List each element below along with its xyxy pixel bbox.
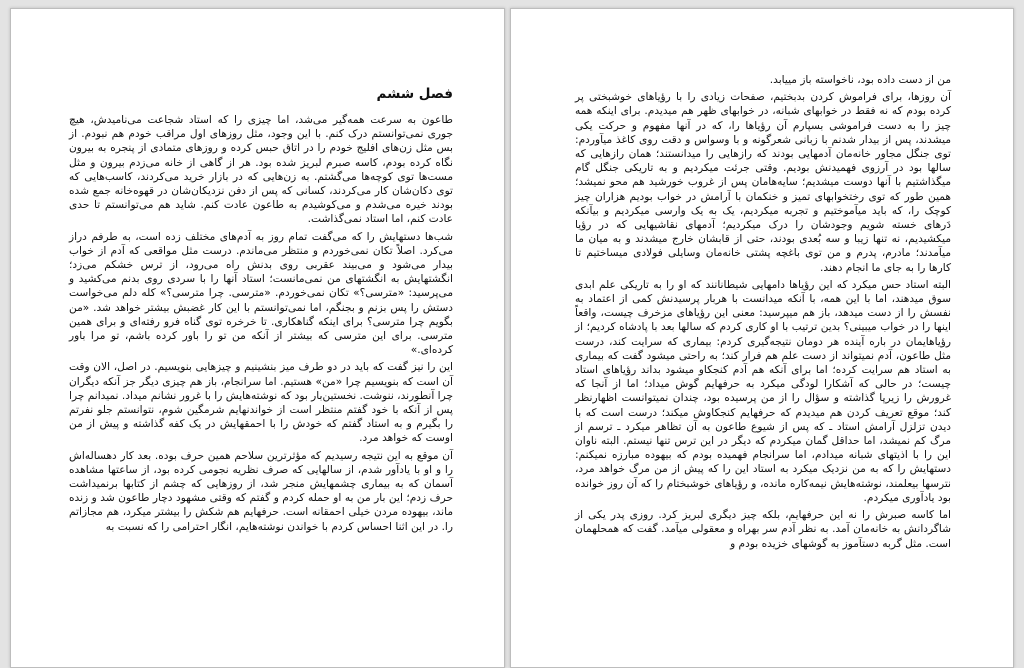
paragraph: البته استاد حس میکرد که این رؤیاها دامهایی شیطانانند که او را به تاریکی علم ابدی سوق میدهند، اما با این همه، با آنکه میدانست با هربار پرسیدنش کمی از اعتماد به نفسش را از دست میدهد، باز هم میپرسید: معنی این رؤیاهای مزخرف چیست، واقعاً اینها را در خواب میبینی؟ بدین ترتیب با او کاری کردم که سالها بعد با پادشاه کردیم؛ از رؤیاهایمان در باره آینده هر دومان نتیجه‌گیری کردم: بیماری که سرایت کند، درست مثل طاعون، آدم نمیتواند از دست علم هم فرار کند؛ به راحتی میشود گفت که بیماری به استاد هم سرایت کرده؛ اما برای آنکه هم آدم کنجکاو میشود بداند رؤیاهای استاد چیست؛ در حالی که آشکارا لودگی میکرد به حرفهایم گوش میداد؛ اما از آنجا که غرورش را زیرپا گذاشته و سؤال را از من پرسیده بود، چندان نمیتوانست اظهارنظر کند؛ موقع تعریف کردن هم میدیدم که حرفهایم کنجکاوش میکند؛ درست است که با دیدن تزلزل آرامش استاد ـ که پس از شیوع طاعون به آن تظاهر میکرد ـ ترسم از مرگ کم نمیشد، اما حداقل گمان میکردم که دیگر در این ترس تنها نیستم. البته ناوان این را با اذیتهای شبانه میدادم، اما سرانجام فهمیده بودم که بیهوده مبارزه نمیکنم: دستهایش را که به من نزدیک میکرد به استاد این را که پیش از من مرگ خواهد مرد، نترسها بیعلمند، نوشته‌هایش نیمه‌کاره مانده، و رؤیاهای خوشبختام را که آن روز خوانده بود یادآوری میکردم.	[575, 278, 951, 504]
paragraph: طاعون به سرعت همه‌گیر می‌شد، اما چیزی را که استاد شجاعت می‌نامیدش، هیچ جوری نمی‌توانستم درک کنم. با این وجود، مثل روزهای اول مراقب خودم هم نبودم. از بس مثل زن‌های افلیج خودم را در اتاق حبس کرده و روزهای متمادی از پنجره به بیرون نگاه کرده بودم، کاسه صبرم لبریز شده بود. هر از گاهی از خانه می‌زدم بیرون و مثل مست‌ها توی کوچه‌ها می‌گشتم. به زن‌هایی که در بازار خرید می‌کردند، کاسب‌هایی که توی دکان‌شان کار می‌کردند، کسانی که پس از دفن نزدیکان‌شان در قهوه‌خانه جمع شده بودند خیره می‌شدم و می‌کوشیدم به طاعون عادت کنم. شاید هم می‌توانستم تا حدی عادت کنم، اما استاد نمی‌گذاشت.	[69, 114, 453, 226]
paragraph: شب‌ها دستهایش را که می‌گفت تمام روز به آدم‌های مختلف زده است، به طرفم دراز می‌کرد. اصلاً تکان نمی‌خوردم و منتظر می‌ماندم. درست مثل مواقعی که آدم از خواب بیدار می‌شود و می‌بیند عقربی روی بدنش راه می‌رود، از ترس خشکم می‌زد؛ انگشتهایش به انگشتهای من نمی‌مانست؛ استاد آنها را با سردی روی بدنم می‌کشید و می‌پرسید: «مترسی؟» تکان نمی‌خوردم. «مترسی. چرا مترسی؟» کله دلم می‌خواست دستش را پس بزنم و بجنگم، اما نمی‌توانستم با این کار غضبش بیشتر خواهد شد. «من بگویم چرا مترسی؟ برای اینکه گناهکاری. تا خرخره توی گناه فرو رفته‌ای و برای همین مترسی. برای این مترسی که بیشتر از آنکه من تو را باور کرده باشم، تو مرا باور کرده‌ای.»	[69, 230, 453, 357]
left-page	[10, 8, 505, 668]
paragraph: آن موقع به این نتیجه رسیدیم که مؤثرترین سلاحم همین حرف بوده. بعد کار دهساله‌اش را و او با یادآور شدم، از سالهایی که صرف نظریه نجومی کرده بود، از ساعتها مشاهده آسمان که به بیماری چشمهایش منجر شد، از روزهایی که چشم از کتابها برنمیداشت حرف زدم؛ این بار من به او حمله کردم و گفتم که وقتی مشهود دچار طاعون شد و زنده ماند، بیهوده مردن خیلی احمقانه است. حرفهایم هم شکش را بیشتر میکرد، هم مجازاتم را. در این اثنا احساس کردم با خواندن نوشته‌هایم، انگار احترامی را که نسبت به	[69, 449, 453, 533]
right-page	[510, 8, 1014, 668]
left-page-text	[69, 83, 453, 537]
paragraph: من از دست داده بود، ناخواسته باز مییابد.	[769, 74, 951, 86]
chapter-title: فصل ششم	[376, 86, 453, 102]
right-page-text	[575, 73, 951, 554]
paragraph: این را نیز گفت که باید در دو طرف میز بنشینیم و چیزهایی بنویسیم. در اصل، الان وقت آن است که بنویسیم چرا «من» هستیم. اما سرانجام، باز هم چیزی دیگر جز آنکه دیگران چرا آنطورند، ننوشت. نخستین‌بار بود که نوشته‌هایش را با غرور نشانم میداد. نمیدانم چرا پس از آنکه با خود گفتم منتظر است از خواندنهایم شرمگین شوم، نتوانستم جلو نفرتم را بگیرم و به استاد گفتم که خودش را با احمقهایش در یک کفه گذاشته و پیش از من اوست که خواهد مرد.	[69, 361, 453, 445]
paragraph: آن روزها، برای فراموش کردن بدبختیم، صفحات زیادی را با رؤیاهای خوشبختی پر کرده بودم که نه فقط در خوابهای شبانه، در خوابهای ظهر هم میدیدم. برای اینکه همه چیز را به دست فراموشی بسپارم آن رؤیاها را، که در آنها مفهوم و حرکت یکی میشدند، پس از بیدار شدنم با زبانی شعرگونه و با وسواس و دقت روی کاغذ میآوردم: توی جنگل مجاور خانه‌مان آدمهایی بودند که رازهایی را میدانستند؛ همان رازهایی که سالها بود در آرزوی فهمیدنش بودیم. وقتی جرئت میکردیم و به تاریکی جنگل گام میگذاشتیم با آنها دوست میشدیم؛ سایه‌هامان پس از غروب خورشید هم محو نمیشد؛ همین طور که توی رختخوابهای تمیز و خنکمان با آرامش در خواب بودیم هزاران چیز کوچک را، که باید میآموختیم و تجربه میکردیم، یک به یک وارسی میکردیم و بیآنکه دَرهای خسته شویم وجودشان را درک میکردیم؛ آدمهای نقاشیهایی که در رؤیا میکشیدیم، نه تنها زیبا و سه بُعدی بودند، حتی از قابشان خارج میشدند و به میان ما میآمدند؛ مادرم، پدرم و من توی باغچه پشتی خانه‌مان وسایلی فولادی میساختیم تا کارها را به جای ما انجام دهند.	[575, 91, 951, 274]
paragraph: اما کاسه صبرش را نه این حرفهایم، بلکه چیز دیگری لبریز کرد. روزی پدر یکی از شاگردانش به خانه‌مان آمد. به نظر آدم سر بهراه و معقولی میآمد. گفت که همحلهمان است. مثل گربه دستآموز به گوشهای خزیده بودم و	[575, 509, 951, 550]
